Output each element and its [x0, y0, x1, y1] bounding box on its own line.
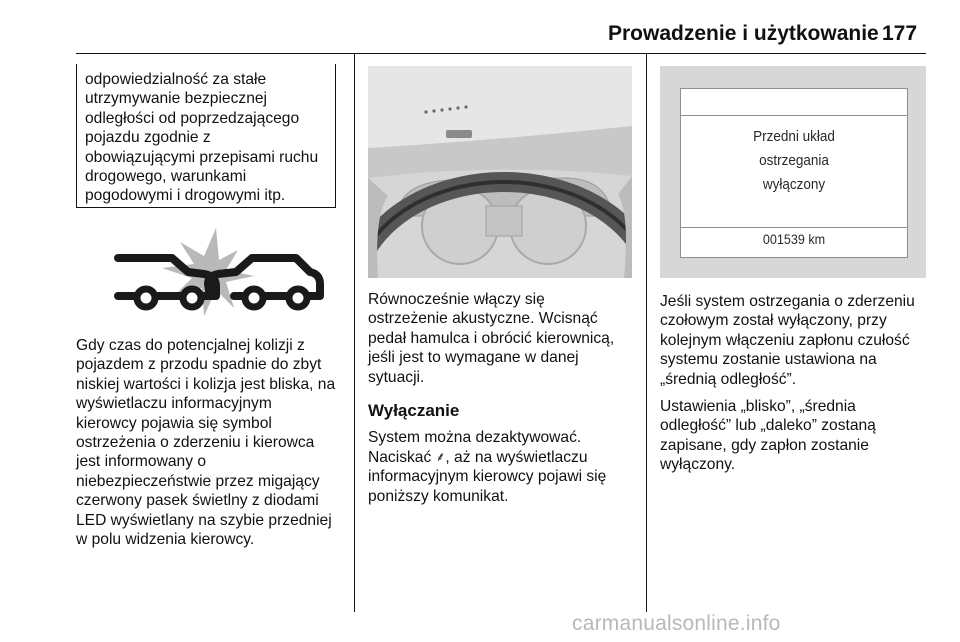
note-line: obowiązującymi przepisami ruchu	[85, 148, 319, 166]
settings-paragraph	[660, 397, 940, 475]
text-line: wyłączony.	[660, 456, 736, 474]
header-divider	[76, 53, 926, 54]
note-line: odległości od poprzedzającego	[85, 109, 300, 127]
text-fragment: Naciskać	[368, 448, 436, 466]
note-line: drogowego, warunkami	[85, 168, 247, 186]
text-line: czerwony pasek świetlny z diodami	[76, 492, 319, 510]
collision-paragraph	[76, 336, 346, 549]
text-line: ostrzeżenie akustyczne. Wcisnąć	[368, 310, 598, 328]
text-line: LED wyświetlany na szybie przedniej	[76, 511, 332, 529]
text-line: Jeśli system ostrzegania o zderzeniu	[660, 293, 915, 310]
text-line: jeśli jest to wymagane w danej	[368, 349, 579, 367]
note-line: pogodowymi i drogowymi itp.	[85, 187, 286, 205]
text-line: systemu zostanie ustawiona na	[660, 351, 877, 369]
column2-text	[368, 290, 640, 514]
text-line: odległość” lub „daleko” zostaną	[660, 417, 876, 435]
text-line: zapisane, gdy zapłon zostanie	[660, 436, 869, 454]
collision-warning-icon	[76, 220, 338, 322]
text-line: niskiej wartości i kolizja jest bliska, na	[76, 375, 336, 393]
text-line: System można dezaktywować.	[368, 429, 582, 447]
text-fragment: , aż na wyświetlaczu	[445, 448, 588, 466]
section-heading-disable: Wyłączanie	[368, 401, 460, 421]
note-box	[76, 64, 336, 208]
text-line: sytuacji.	[368, 368, 425, 386]
acoustic-paragraph	[368, 290, 640, 387]
display-line: wyłączony	[762, 176, 826, 193]
display-figure	[660, 66, 926, 278]
text-line: w polu widzenia kierowcy.	[76, 531, 255, 549]
text-line: pedał hamulca i obrócić kierownicą,	[368, 329, 615, 347]
column-divider-2	[646, 54, 647, 612]
display-line: Przedni układ	[753, 128, 835, 145]
disable-paragraph	[368, 428, 640, 506]
column3-text	[660, 292, 940, 483]
note-line: pojazdu zgodnie z	[85, 129, 211, 147]
text-line: „średnią odległość”.	[660, 370, 797, 388]
text-line: Gdy czas do potencjalnej kolizji z	[76, 337, 305, 354]
page-header-title: Prowadzenie i użytkowanie	[608, 22, 879, 45]
display-message	[692, 125, 895, 197]
text-line: kolejnym włączeniu zapłonu czułość	[660, 331, 910, 349]
odometer-readout: 001539 km	[762, 231, 826, 247]
dashboard-figure	[368, 66, 632, 278]
sensitivity-paragraph	[660, 292, 940, 389]
column-divider-1	[354, 54, 355, 612]
text-line: niebezpieczeństwie przez migający	[76, 472, 320, 490]
watermark-text: carmanualsonline.info	[572, 612, 781, 635]
display-bottom-rule	[681, 227, 907, 228]
text-line: ostrzeżenia o zderzeniu i kierowca	[76, 434, 315, 452]
page-number: 177	[882, 22, 918, 45]
text-line: kierowcy pojawia się symbol	[76, 414, 272, 432]
dashboard-illustration	[368, 66, 632, 278]
display-line: ostrzegania	[759, 152, 829, 169]
text-line: Ustawienia „blisko”, „średnia	[660, 398, 856, 416]
note-line: utrzymywanie bezpiecznej	[85, 90, 268, 108]
driver-info-display	[680, 88, 908, 258]
text-line: poniższy komunikat.	[368, 487, 509, 505]
text-line: jest informowany o	[76, 453, 207, 471]
text-line: informacyjnym kierowcy pojawi się	[368, 468, 607, 486]
collision-warning-figure	[76, 220, 338, 322]
car-settings-icon: ⸙	[435, 448, 446, 464]
text-line: czołowym został wyłączony, przy	[660, 312, 887, 330]
note-line: odpowiedzialność za stałe	[85, 71, 267, 88]
display-top-rule	[681, 115, 907, 116]
text-line: Równocześnie włączy się	[368, 291, 545, 308]
text-line: wyświetlaczu informacyjnym	[76, 395, 272, 413]
text-line: pojazdem z przodu spadnie do zbyt	[76, 356, 322, 374]
text-line	[368, 448, 640, 467]
